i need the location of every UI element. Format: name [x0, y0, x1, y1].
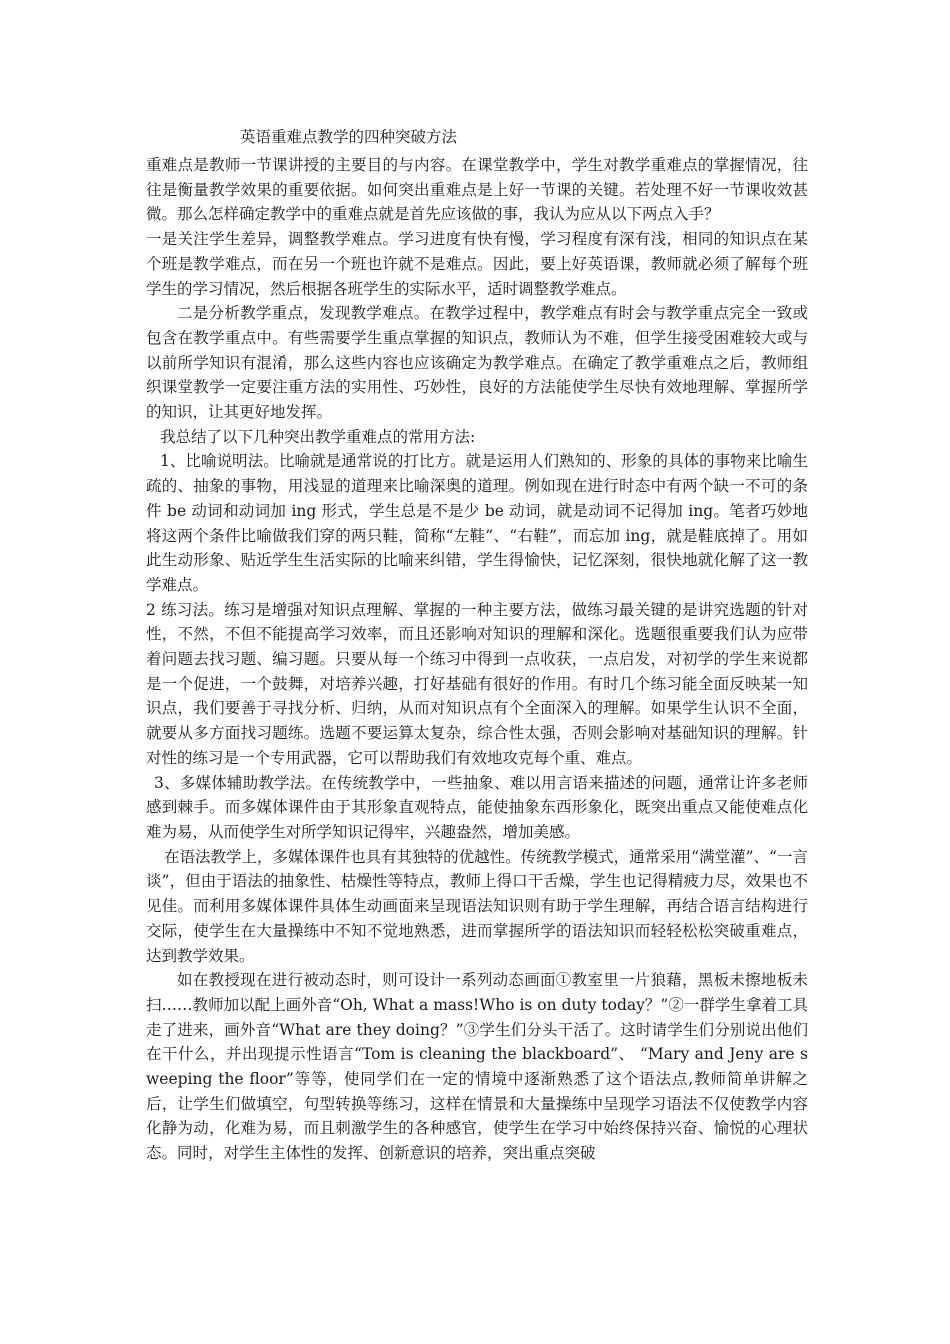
paragraph-grammar-teaching: 在语法教学上，多媒体课件也具有其独特的优越性。传统教学模式，通常采用“满堂灌”、“一言谈”，但由于语法的抽象性、枯燥性等特点，教师上得口干舌燥，学生也记得精疲力尽，效果也不见佳。而利用多媒体课件具体生动画面来呈现语法知识则有助于学生理解，再结合语言结构进行交际，使学生在大量操练中不知不觉地熟悉，进而掌握所学的语法知识而轻轻松松突破重难点，达到教学效果。 [146, 847, 808, 965]
paragraph-point-two: 二是分析教学重点，发现教学难点。在教学过程中，教学难点有时会与教学重点完全一致或包含在教学重点中。有些需要学生重点掌握的知识点，教师认为不难，但学生接受困难较大或与以前所学知识有混淆，那么这些内容也应该确定为教学难点。在确定了教学重难点之后，教师组织课堂教学一定要注重方法的实用性、巧妙性，良好的方法能使学生尽快有效地理解、掌握所学的知识，让其更好地发挥。 [146, 304, 808, 422]
document-body [146, 153, 808, 1166]
paragraph-passive-example: 如在教授现在进行被动态时，则可设计一系列动态画面①教室里一片狼藉，黑板未擦地板未扫……教师加以配上画外音“Oh, What a mass!Who is on duty today？”②一群学生拿着工具走了进来，画外音“What are they doing？”③学生们分头干活了。这时请学生们分别说出他们在干什么，并出现提示性语言“Tom is cleaning the blackboard”、 “Mary and Jeny are sweeping the floor”等等，使同学们在一定的情境中逐渐熟悉了这个语法点,教师简单讲解之后，让学生们做填空，句型转换等练习，这样在情景和大量操练中呈现学习语法不仅使教学内容化静为动，化难为易，而且刺激学生的各种感官，使学生在学习中始终保持兴奋、愉悦的心理状态。同时，对学生主体性的发挥、创新意识的培养，突出重点突破 [146, 971, 808, 1163]
paragraph-method-practice: 2 练习法。练习是增强对知识点理解、掌握的一种主要方法，做练习最关键的是讲究选题的针对性，不然，不但不能提高学习效率，而且还影响对知识的理解和深化。选题很重要我们认为应带着问题去找习题、编习题。只要从每一个练习中得到一点收获，一点启发，对初学的学生来说都是一个促进，一个鼓舞，对培养兴趣，打好基础有很好的作用。有时几个练习能全面反映某一知识点，我们要善于寻找分析、归纳，从而对知识点有个全面深入的理解。如果学生认识不全面，就要从多方面找习题练。选题不要运算太复杂，综合性太强，否则会影响对基础知识的理解。针对性的练习是一个专用武器，它可以帮助我们有效地攻克每个重、难点。 [146, 600, 808, 767]
document-title: 英语重难点教学的四种突破方法 [240, 128, 458, 146]
paragraph-point-one: 一是关注学生差异，调整教学难点。学习进度有快有慢，学习程度有深有浅，相同的知识点在某个班是教学难点，而在另一个班也许就不是难点。因此，要上好英语课，教师就必须了解每个班学生的学习情况，然后根据各班学生的实际水平，适时调整教学难点。 [146, 230, 808, 298]
paragraph-method-metaphor: 1、比喻说明法。比喻就是通常说的打比方。就是运用人们熟知的、形象的具体的事物来比喻生疏的、抽象的事物，用浅显的道理来比喻深奥的道理。例如现在进行时态中有两个缺一不可的条件 be 动词和动词加 ing 形式，学生总是不是少 be 动词，就是动词不记得加 ing。笔者巧妙地将这两个条件比喻做我们穿的两只鞋，简称“左鞋”、“右鞋”，而忘加 ing，就是鞋底掉了。用如此生动形象、贴近学生生活实际的比喻来纠错，学生得愉快，记忆深刻，很快地就化解了这一教学难点。 [146, 452, 808, 594]
paragraph-summary-lead: 我总结了以下几种突出教学重难点的常用方法: [160, 427, 476, 446]
paragraph-method-multimedia: 3、多媒体辅助教学法。在传统教学中，一些抽象、难以用言语来描述的问题，通常让许多老师感到棘手。而多媒体课件由于其形象直观特点，能使抽象东西形象化，既突出重点又能使难点化难为易，从而使学生对所学知识记得牢，兴趣盎然，增加美感。 [146, 773, 808, 841]
paragraph-intro: 重难点是教师一节课讲授的主要目的与内容。在课堂教学中，学生对教学重难点的掌握情况，往往是衡量教学效果的重要依据。如何突出重难点是上好一节课的关键。若处理不好一节课收效甚微。那么怎样确定教学中的重难点就是首先应该做的事，我认为应从以下两点入手？ [146, 156, 808, 224]
